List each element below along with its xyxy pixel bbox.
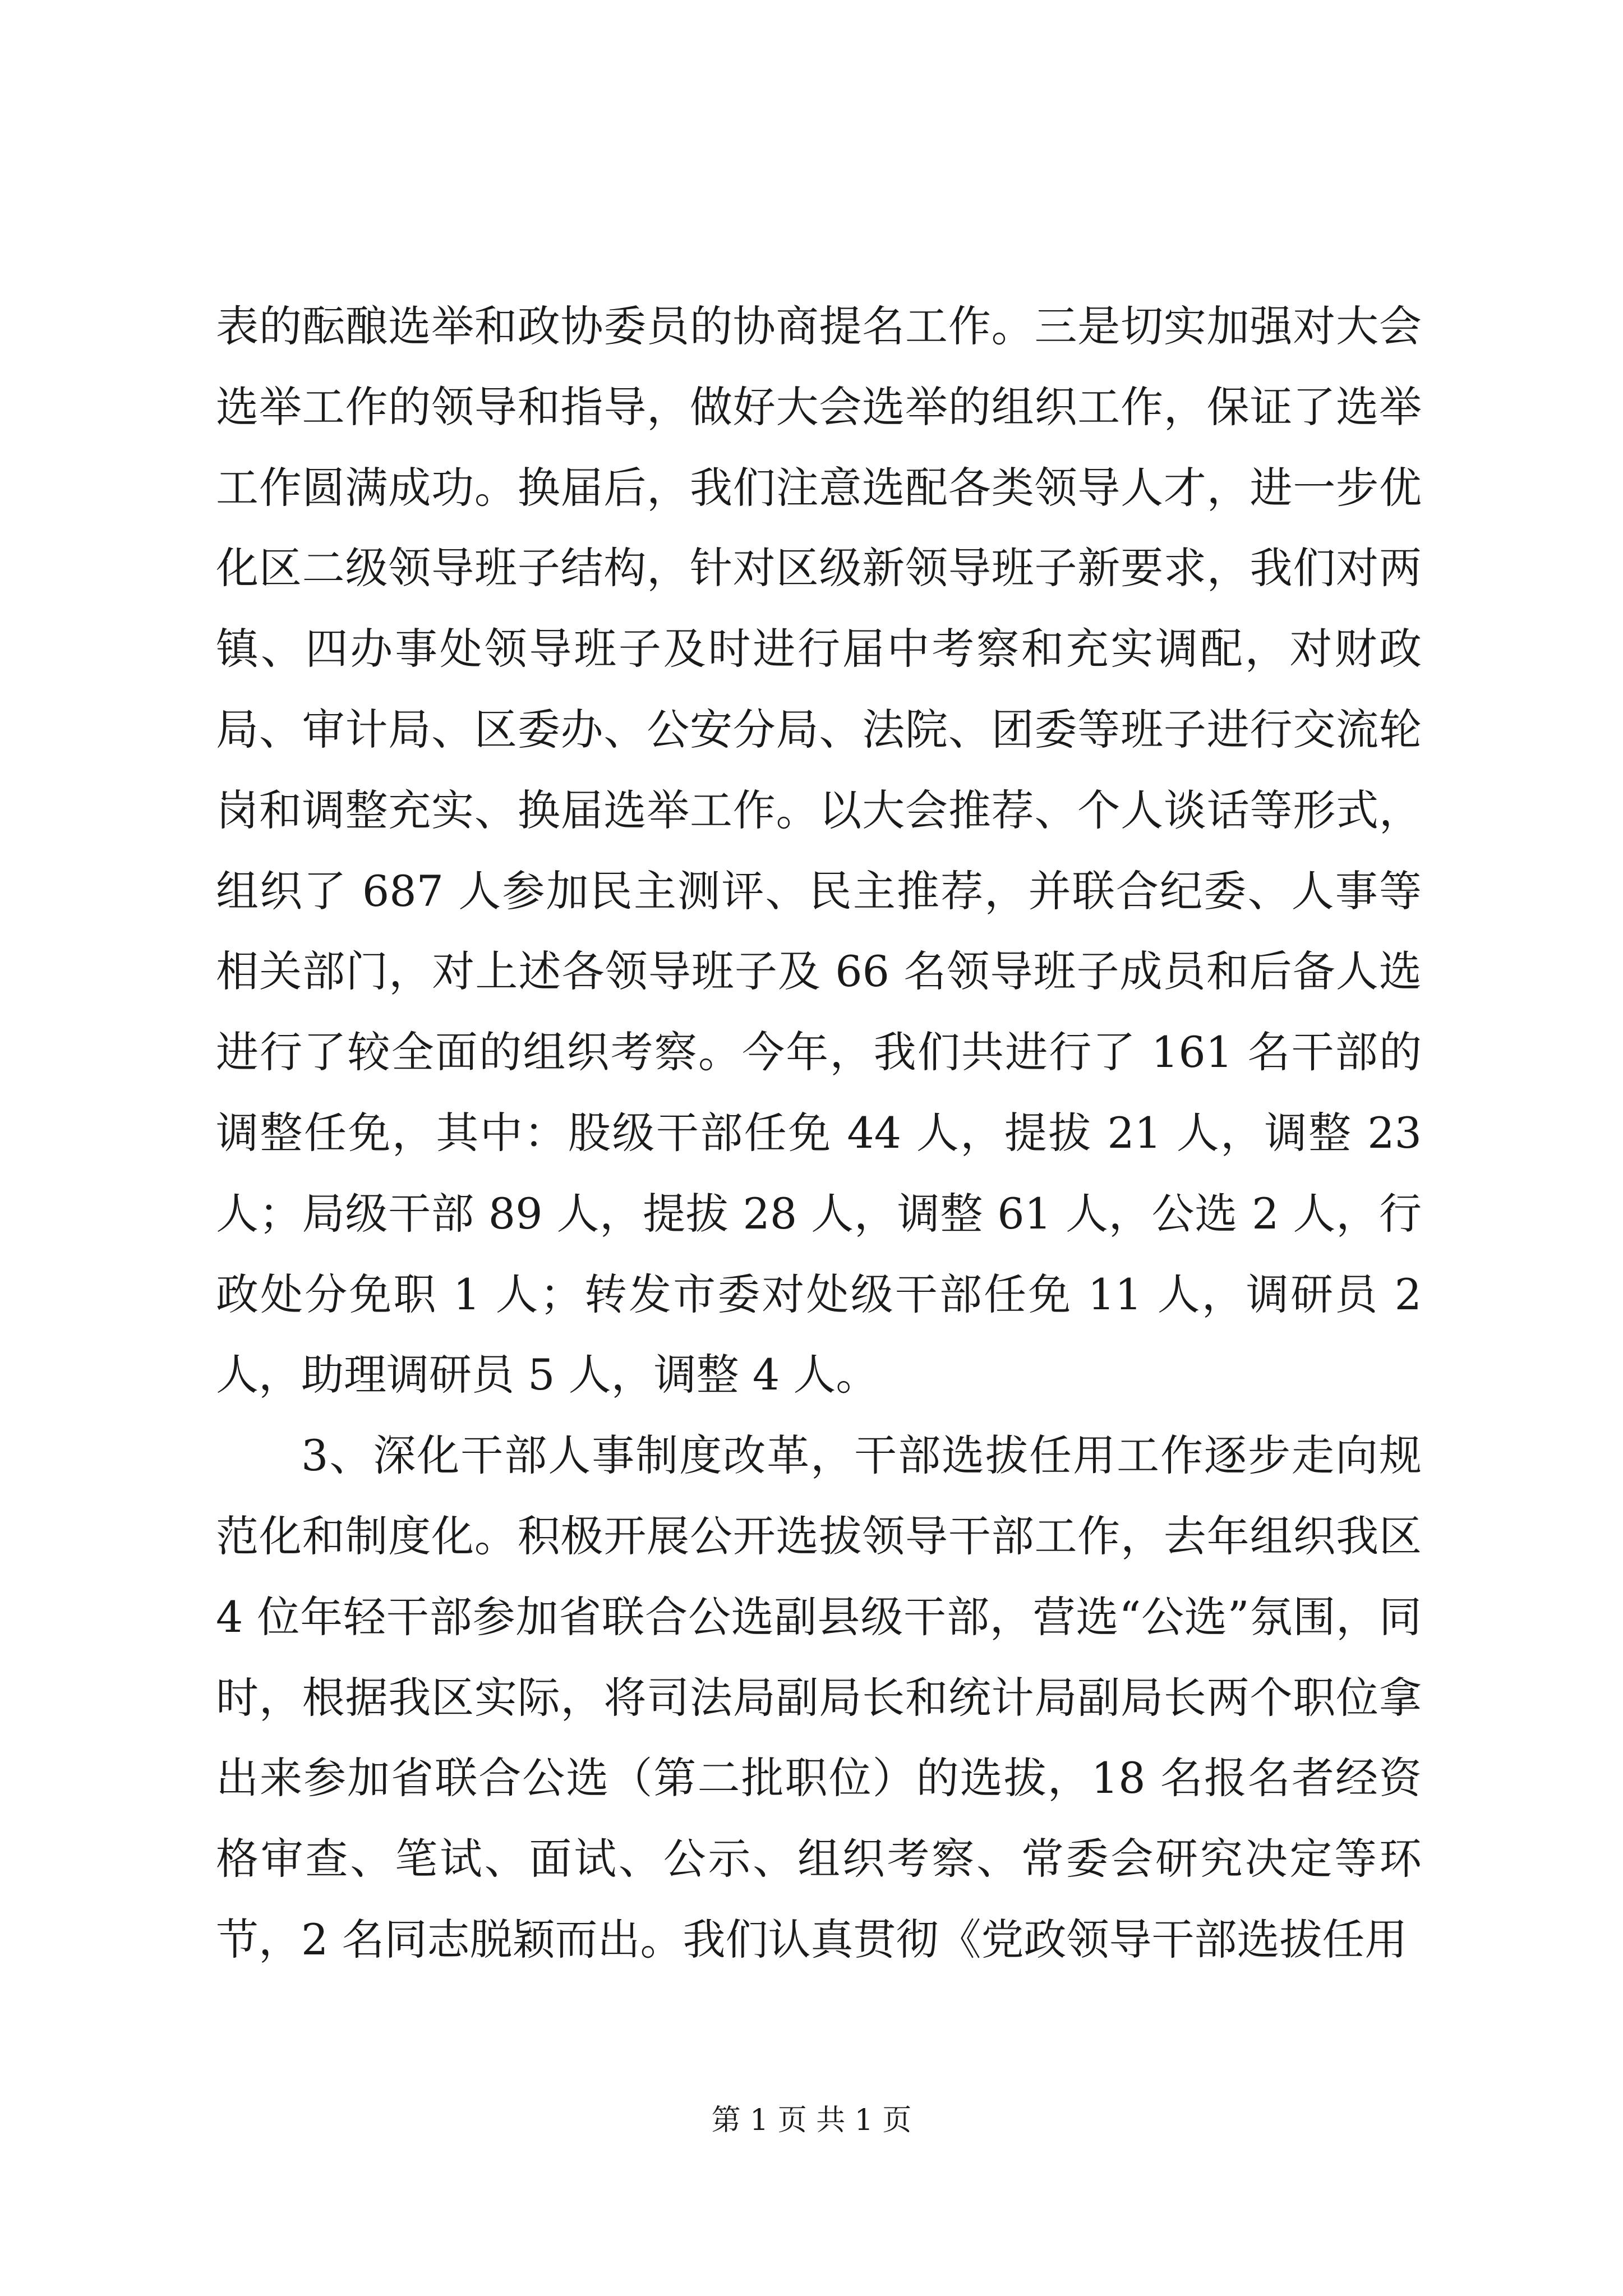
paragraph-section-3: 3、深化干部人事制度改革，干部选拔任用工作逐步走向规范化和制度化。积极开展公开选拔领导干部工作，去年组织我区 4 位年轻干部参加省联合公选副县级干部，营选“公选”氛围，同时，根据我区实际，将司法局副局长和统计局副局长两个职位拿出来参加省联合公选（第二批职位）的选拔，18 名报名者经资格审查、笔试、面试、公示、组织考察、常委会研究决定等环节，2 名同志脱颖而出。我们认真贯彻《党政领导干部选拔任用: [216, 1430, 1422, 1964]
document-body: [216, 286, 1422, 1980]
paragraph-continued: 表的酝酿选举和政协委员的协商提名工作。三是切实加强对大会选举工作的领导和指导，做好大会选举的组织工作，保证了选举工作圆满成功。换届后，我们注意选配各类领导人才，进一步优化区二级领导班子结构，针对区级新领导班子新要求，我们对两镇、四办事处领导班子及时进行届中考察和充实调配，对财政局、审计局、区委办、公安分局、法院、团委等班子进行交流轮岗和调整充实、换届选举工作。以大会推荐、个人谈话等形式，组织了 687 人参加民主测评、民主推荐，并联合纪委、人事等相关部门，对上述各领导班子及 66 名领导班子成员和后备人选进行了较全面的组织考察。今年，我们共进行了 161 名干部的调整任免，其中：股级干部任免 44 人，提拔 21 人，调整 23 人；局级干部 89 人，提拔 28 人，调整 61 人，公选 2 人，行政处分免职 1 人；转发市委对处级干部任免 11 人，调研员 2 人，助理调研员 5 人，调整 4 人。: [216, 301, 1422, 1400]
page-footer: 第 1 页 共 1 页: [711, 2104, 912, 2137]
